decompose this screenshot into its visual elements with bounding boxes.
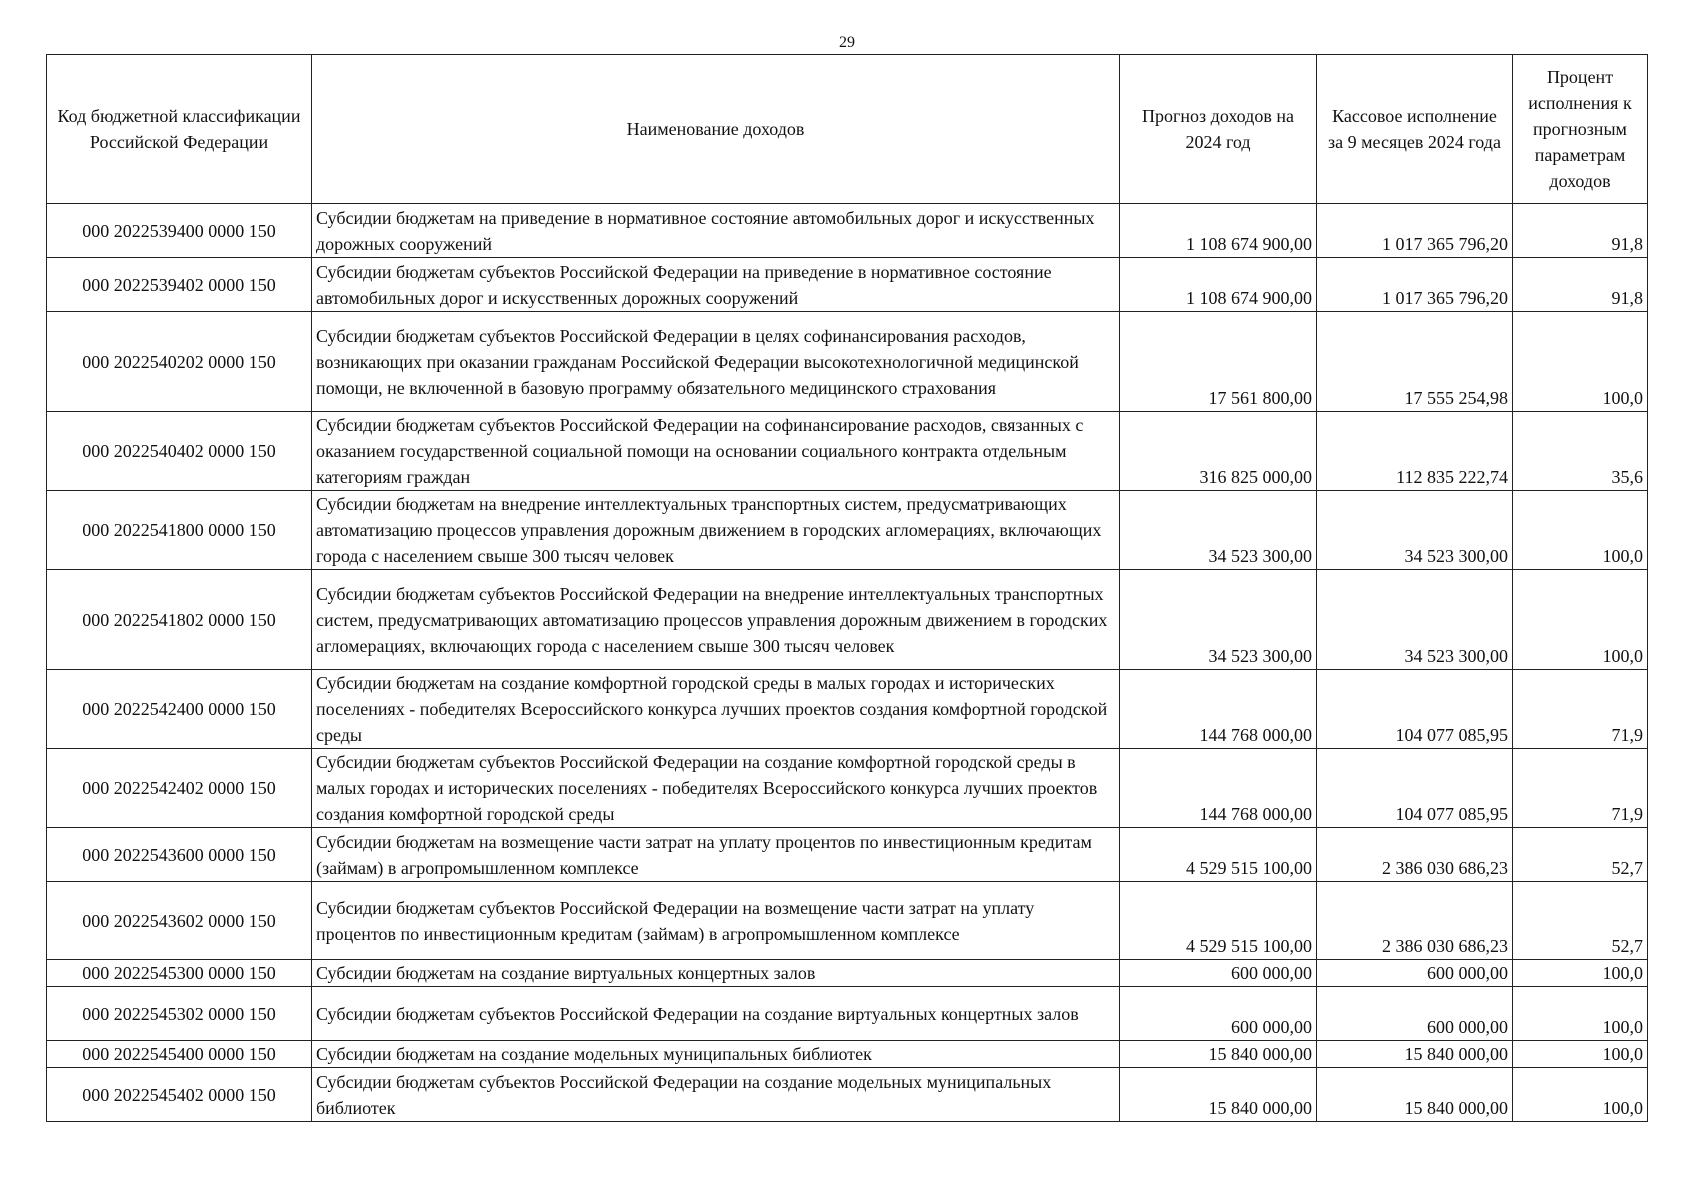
row-execution: 600 000,00 <box>1317 987 1513 1041</box>
table-row <box>47 749 1648 828</box>
table-row <box>47 828 1648 882</box>
row-execution: 1 017 365 796,20 <box>1317 204 1513 258</box>
header-code: Код бюджетной классификации Российской Федерации <box>47 55 312 204</box>
row-execution: 104 077 085,95 <box>1317 670 1513 749</box>
table-row <box>47 1068 1648 1122</box>
row-percent: 71,9 <box>1513 749 1648 828</box>
row-forecast: 600 000,00 <box>1120 987 1317 1041</box>
row-percent: 71,9 <box>1513 670 1648 749</box>
row-code: 000 2022540402 0000 150 <box>47 412 312 491</box>
table-body <box>47 204 1648 1122</box>
row-forecast: 17 561 800,00 <box>1120 312 1317 412</box>
header-name: Наименование доходов <box>312 55 1120 204</box>
table-row <box>47 1041 1648 1068</box>
table-row <box>47 491 1648 570</box>
row-code: 000 2022543600 0000 150 <box>47 828 312 882</box>
row-execution: 2 386 030 686,23 <box>1317 882 1513 960</box>
row-execution: 15 840 000,00 <box>1317 1068 1513 1122</box>
table-row <box>47 258 1648 312</box>
row-forecast: 4 529 515 100,00 <box>1120 828 1317 882</box>
row-percent: 100,0 <box>1513 1068 1648 1122</box>
row-name: Субсидии бюджетам субъектов Российской Федерации на приведение в нормативное состояние автомобильных дорог и искусственных дорожных сооружений <box>312 258 1120 312</box>
table-row <box>47 987 1648 1041</box>
row-execution: 34 523 300,00 <box>1317 570 1513 670</box>
row-percent: 100,0 <box>1513 987 1648 1041</box>
header-row <box>47 55 1648 204</box>
table-row <box>47 570 1648 670</box>
row-forecast: 34 523 300,00 <box>1120 491 1317 570</box>
row-name: Субсидии бюджетам субъектов Российской Федерации на создание виртуальных концертных залов <box>312 987 1120 1041</box>
row-forecast: 144 768 000,00 <box>1120 670 1317 749</box>
table-row <box>47 960 1648 987</box>
row-name: Субсидии бюджетам субъектов Российской Федерации на возмещение части затрат на уплату процентов по инвестиционным кредитам (займам) в агропромышленном комплексе <box>312 882 1120 960</box>
row-code: 000 2022545402 0000 150 <box>47 1068 312 1122</box>
row-code: 000 2022541802 0000 150 <box>47 570 312 670</box>
table-header <box>47 55 1648 204</box>
table-row <box>47 204 1648 258</box>
row-forecast: 1 108 674 900,00 <box>1120 204 1317 258</box>
row-code: 000 2022542402 0000 150 <box>47 749 312 828</box>
row-code: 000 2022541800 0000 150 <box>47 491 312 570</box>
row-code: 000 2022543602 0000 150 <box>47 882 312 960</box>
row-name: Субсидии бюджетам на создание комфортной городской среды в малых городах и исторических поселениях - победителях Всероссийского конкурса лучших проектов создания комфортной городской среды <box>312 670 1120 749</box>
header-percent: Процент исполнения к прогнозным параметрам доходов <box>1513 55 1648 204</box>
row-forecast: 144 768 000,00 <box>1120 749 1317 828</box>
row-name: Субсидии бюджетам субъектов Российской Федерации на внедрение интеллектуальных транспортных систем, предусматривающих автоматизацию процессов управления дорожным движением в городских агломерациях, включающих города с населением свыше 300 тысяч человек <box>312 570 1120 670</box>
row-execution: 34 523 300,00 <box>1317 491 1513 570</box>
row-forecast: 1 108 674 900,00 <box>1120 258 1317 312</box>
table-row <box>47 670 1648 749</box>
row-name: Субсидии бюджетам на внедрение интеллектуальных транспортных систем, предусматривающих автоматизацию процессов управления дорожным движением в городских агломерациях, включающих города с населением свыше 300 тысяч человек <box>312 491 1120 570</box>
row-code: 000 2022542400 0000 150 <box>47 670 312 749</box>
row-execution: 15 840 000,00 <box>1317 1041 1513 1068</box>
row-name: Субсидии бюджетам на создание модельных муниципальных библиотек <box>312 1041 1120 1068</box>
row-code: 000 2022545400 0000 150 <box>47 1041 312 1068</box>
row-forecast: 600 000,00 <box>1120 960 1317 987</box>
row-name: Субсидии бюджетам на возмещение части затрат на уплату процентов по инвестиционным кредитам (займам) в агропромышленном комплексе <box>312 828 1120 882</box>
row-percent: 52,7 <box>1513 828 1648 882</box>
row-name: Субсидии бюджетам субъектов Российской Федерации на софинансирование расходов, связанных с оказанием государственной социальной помощи на основании социального контракта отдельным категориям граждан <box>312 412 1120 491</box>
row-code: 000 2022540202 0000 150 <box>47 312 312 412</box>
row-forecast: 15 840 000,00 <box>1120 1041 1317 1068</box>
revenue-table <box>46 54 1648 1122</box>
row-percent: 100,0 <box>1513 960 1648 987</box>
row-percent: 91,8 <box>1513 258 1648 312</box>
row-percent: 91,8 <box>1513 204 1648 258</box>
row-execution: 112 835 222,74 <box>1317 412 1513 491</box>
row-name: Субсидии бюджетам на приведение в нормативное состояние автомобильных дорог и искусственных дорожных сооружений <box>312 204 1120 258</box>
row-name: Субсидии бюджетам субъектов Российской Федерации в целях софинансирования расходов, возникающих при оказании гражданам Российской Федерации высокотехнологичной медицинской помощи, не включенной в базовую программу обязательного медицинского страхования <box>312 312 1120 412</box>
row-code: 000 2022545300 0000 150 <box>47 960 312 987</box>
row-percent: 52,7 <box>1513 882 1648 960</box>
row-execution: 1 017 365 796,20 <box>1317 258 1513 312</box>
row-execution: 17 555 254,98 <box>1317 312 1513 412</box>
header-execution: Кассовое исполнение за 9 месяцев 2024 года <box>1317 55 1513 204</box>
header-forecast: Прогноз доходов на 2024 год <box>1120 55 1317 204</box>
row-name: Субсидии бюджетам субъектов Российской Федерации на создание комфортной городской среды в малых городах и исторических поселениях - победителях Всероссийского конкурса лучших проектов создания комфортной городской среды <box>312 749 1120 828</box>
row-execution: 104 077 085,95 <box>1317 749 1513 828</box>
row-forecast: 4 529 515 100,00 <box>1120 882 1317 960</box>
row-percent: 100,0 <box>1513 1041 1648 1068</box>
row-name: Субсидии бюджетам субъектов Российской Федерации на создание модельных муниципальных библиотек <box>312 1068 1120 1122</box>
row-execution: 600 000,00 <box>1317 960 1513 987</box>
row-percent: 100,0 <box>1513 570 1648 670</box>
row-percent: 100,0 <box>1513 312 1648 412</box>
table-row <box>47 882 1648 960</box>
row-forecast: 34 523 300,00 <box>1120 570 1317 670</box>
row-execution: 2 386 030 686,23 <box>1317 828 1513 882</box>
table-row <box>47 412 1648 491</box>
row-forecast: 15 840 000,00 <box>1120 1068 1317 1122</box>
row-percent: 35,6 <box>1513 412 1648 491</box>
row-code: 000 2022545302 0000 150 <box>47 987 312 1041</box>
row-percent: 100,0 <box>1513 491 1648 570</box>
row-forecast: 316 825 000,00 <box>1120 412 1317 491</box>
row-name: Субсидии бюджетам на создание виртуальных концертных залов <box>312 960 1120 987</box>
page-number: 29 <box>839 34 855 51</box>
row-code: 000 2022539400 0000 150 <box>47 204 312 258</box>
row-code: 000 2022539402 0000 150 <box>47 258 312 312</box>
table-row <box>47 312 1648 412</box>
